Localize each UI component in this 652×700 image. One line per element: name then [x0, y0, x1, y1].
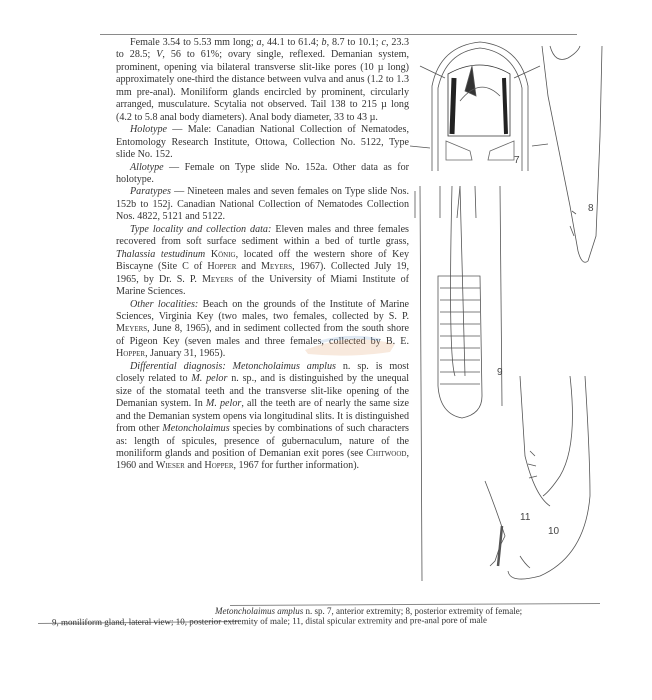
other-localities-heading: Other localities:	[130, 298, 199, 310]
paragraph-other-localities: Other localities: Beach on the grounds of the Institute of Marine Sciences, Virginia Key (two males, two females, collected by S. P. Meyers, June 8, 1965), and in sediment collected from the south shore of Pigeon Key (seven males and three females, collected by B. E. Hopper, January 31, 1965).	[116, 298, 410, 360]
figure-caption-line1: Metoncholaimus amplus n. sp. 7, anterior extremity; 8, posterior extremity of female;	[215, 606, 523, 616]
figure-label-8: 8	[588, 203, 594, 214]
paragraph-allotype: Allotype — Female on Type slide No. 152a. Other data as for holotype.	[116, 161, 409, 185]
body-text-column	[116, 37, 409, 473]
figure-label-11: 11	[520, 512, 531, 523]
type-locality-heading: Type locality and collection data:	[130, 223, 272, 235]
paragraph-holotype: Holotype — Male: Canadian National Collection of Nematodes, Entomology Research Institute, Ottowa, Collection No. 5122, Type slide No. 152.	[116, 124, 409, 161]
fig11-spicule-drawing	[485, 481, 530, 568]
paragraph-female-description: Female 3.54 to 5.53 mm long; a, 44.1 to 61.4; b, 8.7 to 10.1; c, 23.3 to 28.5; V, 56 to 61%; ovary single, reflexed. Demanian system, prominent, opening via bilateral transverse slit-like pores (10 µ long) approximately one-third the distance between vulva and anus (1.2 to 1.3 mm pre-anal). Moniliform glands encircled by prominent, circularly arranged, musculature. Scytalia not observed. Tail 138 to 215 µ long (4.2 to 5.8 anal body diameters). Anal body diameter, 33 to 43 µ.	[116, 37, 410, 123]
differential-heading: Differential diagnosis:	[130, 360, 226, 372]
figure-caption-line2: 9, moniliform gland, lateral view; 10, posterior extremity of male; 11, distal spicular extremity and pre-anal pore of male	[51, 614, 488, 628]
paragraph-paratypes: Paratypes — Nineteen males and seven females on Type slide Nos. 152b to 152j. Canadian National Collection of Nematodes Collection Nos. 4822, 5121 and 5122.	[116, 186, 409, 223]
paratypes-heading: Paratypes	[130, 186, 171, 198]
fig8-female-posterior-drawing	[542, 46, 602, 262]
paragraph-differential-diagnosis: Differential diagnosis: Metoncholaimus amplus n. sp. is most closely related to M. pelor n. sp., and is distinguished by the unequal size of the stomatal teeth and the transverse slit-like opening of the Demanian system. In M. pelor, all the teeth are of nearly the same size and the Demanian system opens via longitudinal slits. It is distinguished from other Metoncholaimus species by combinations of such characters as: length of spicules, presence of gubernaculum, nature of the moniliform glands and position of Demanian exit pores (see Chitwood, 1960 and Wieser and Hopper, 1967 for further information).	[116, 360, 410, 472]
top-rule-right	[385, 34, 577, 35]
fig10-male-posterior-drawing	[508, 376, 590, 579]
fig7-anterior-extremity-drawing	[410, 42, 548, 218]
holotype-heading: Holotype	[130, 124, 167, 136]
top-rule-left	[100, 34, 405, 35]
allotype-heading: Allotype	[130, 161, 164, 173]
paragraph-type-locality: Type locality and collection data: Eleven males and three females recovered from soft surface sediment within a bed of turtle grass, Thalassia testudinum König, located off the western shore of Key Biscayne (Site C of Hopper and Meyers, 1967). Collected July 19, 1965, by Dr. S. P. Meyers of the University of Miami Institute of Marine Sciences.	[116, 223, 409, 298]
fig9-moniliform-gland-drawing	[420, 186, 502, 581]
figure-label-9: 9	[497, 367, 503, 378]
nematode-figure-plate	[410, 36, 620, 584]
figure-label-7: 7	[514, 155, 520, 166]
figure-label-10: 10	[548, 526, 560, 537]
watermark-logo	[300, 330, 400, 360]
